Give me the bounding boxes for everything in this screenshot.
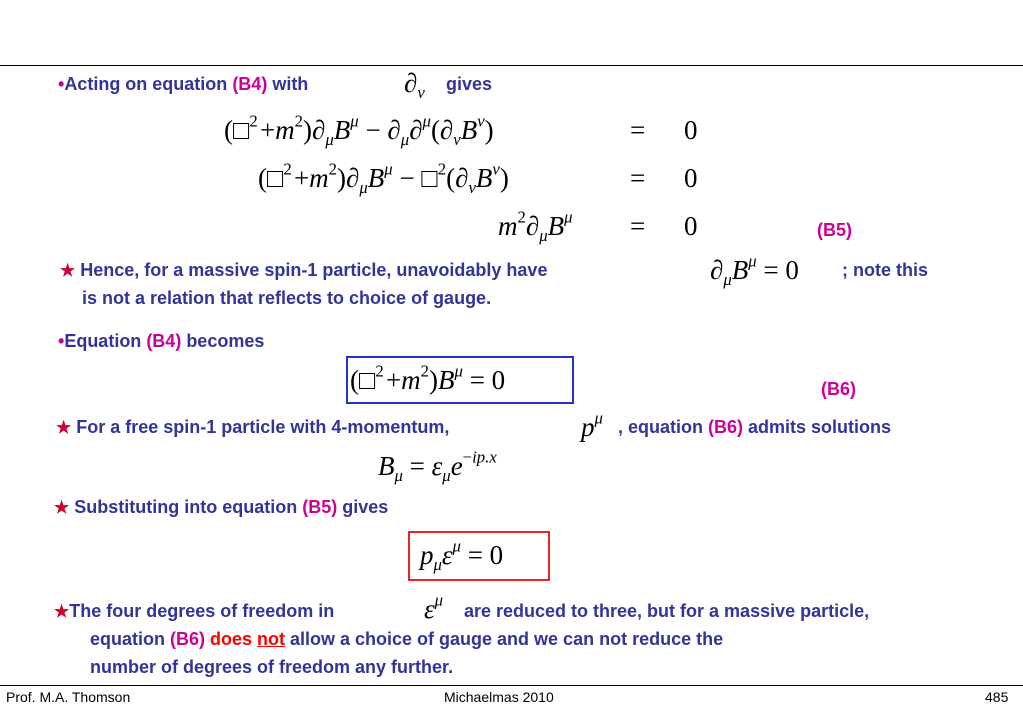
math-p-mu: $p^\mu$ bbox=[581, 408, 603, 442]
star-icon: ★ bbox=[54, 498, 70, 517]
rhs-zero: 0 bbox=[684, 211, 698, 241]
equation-polarisation-condition: $p_\mu\varepsilon^\mu = 0$ bbox=[420, 536, 504, 574]
header-rule bbox=[0, 65, 1023, 66]
rhs-zero: 0 bbox=[684, 163, 698, 193]
star-icon: ★ bbox=[54, 602, 70, 621]
footer-author: Prof. M.A. Thomson bbox=[6, 689, 131, 705]
star-icon: ★ bbox=[60, 261, 76, 280]
bullet-acting-on-b4: •Acting on equation (B4) with bbox=[58, 74, 309, 94]
further-reduction-text: number of degrees of freedom any further. bbox=[90, 657, 454, 677]
star-item-degrees-freedom: ★The four degrees of freedom in bbox=[54, 601, 335, 621]
gauge-choice-line: equation (B6) does not allow a choice of gauge and we can not reduce the bbox=[90, 629, 724, 649]
math-lorenz-condition: $\partial_\mu B^\mu = 0$ bbox=[710, 251, 799, 289]
equation-line-3: $m^2\partial_\mu B^\mu$ bbox=[498, 207, 573, 245]
footer-page-number: 485 bbox=[985, 689, 1009, 705]
footer-rule bbox=[0, 685, 1023, 686]
ref-b5: (B5) bbox=[302, 497, 338, 517]
ref-b6: (B6) bbox=[708, 417, 743, 437]
gauge-relation-text: is not a relation that reflects to choice of gauge. bbox=[82, 288, 492, 308]
bullet-dot: • bbox=[58, 74, 65, 94]
bullet-gives: gives bbox=[446, 74, 493, 94]
equals-sign: = bbox=[630, 163, 646, 193]
note-this-text: ; note this bbox=[842, 260, 928, 280]
equation-b6-admits: , equation (B6) admits solutions bbox=[618, 417, 892, 437]
emphasis-does: does bbox=[205, 629, 258, 649]
math-partial-nu: $\partial_\nu$ bbox=[404, 68, 425, 102]
bullet-dot: • bbox=[58, 331, 65, 351]
rhs-zero: 0 bbox=[684, 115, 698, 145]
equation-line-2: (□$^2$ $+m^2)\partial_\mu B^\mu$ − $□^2(\partial_\nu B^\nu)$ bbox=[258, 159, 509, 197]
footer-term: Michaelmas 2010 bbox=[444, 689, 554, 705]
math-epsilon-mu: $\varepsilon^\mu$ bbox=[424, 590, 444, 624]
equals-sign: = bbox=[630, 115, 646, 145]
equation-plane-wave: $B_\mu = \varepsilon_\mu e^{-ip.x}$ bbox=[378, 447, 497, 485]
label-b5: (B5) bbox=[817, 220, 852, 240]
star-icon: ★ bbox=[56, 418, 72, 437]
star-item-free-particle: ★ For a free spin-1 particle with 4-momentum, bbox=[56, 417, 450, 437]
star-item-massive-spin1: ★ Hence, for a massive spin-1 particle, unavoidably have bbox=[60, 260, 548, 280]
bullet-equation-b4-becomes: •Equation (B4) becomes bbox=[58, 331, 265, 351]
ref-b4: (B4) bbox=[146, 331, 182, 351]
ref-b6: (B6) bbox=[170, 629, 205, 649]
emphasis-not: not bbox=[257, 629, 285, 649]
star-item-substituting: ★ Substituting into equation (B5) gives bbox=[54, 497, 389, 517]
equation-b6: (□$^2$ $+m^2)B^\mu = 0$ bbox=[350, 361, 506, 395]
ref-b4: (B4) bbox=[232, 74, 268, 94]
equation-line-1: (□$^2$ $+m^2)\partial_\mu B^\mu - \partial_\mu\partial^\mu(\partial_\nu B^\nu)$ bbox=[224, 111, 494, 149]
equals-sign: = bbox=[630, 211, 646, 241]
reduced-to-three-text: are reduced to three, but for a massive particle, bbox=[464, 601, 870, 621]
label-b6: (B6) bbox=[821, 379, 856, 399]
